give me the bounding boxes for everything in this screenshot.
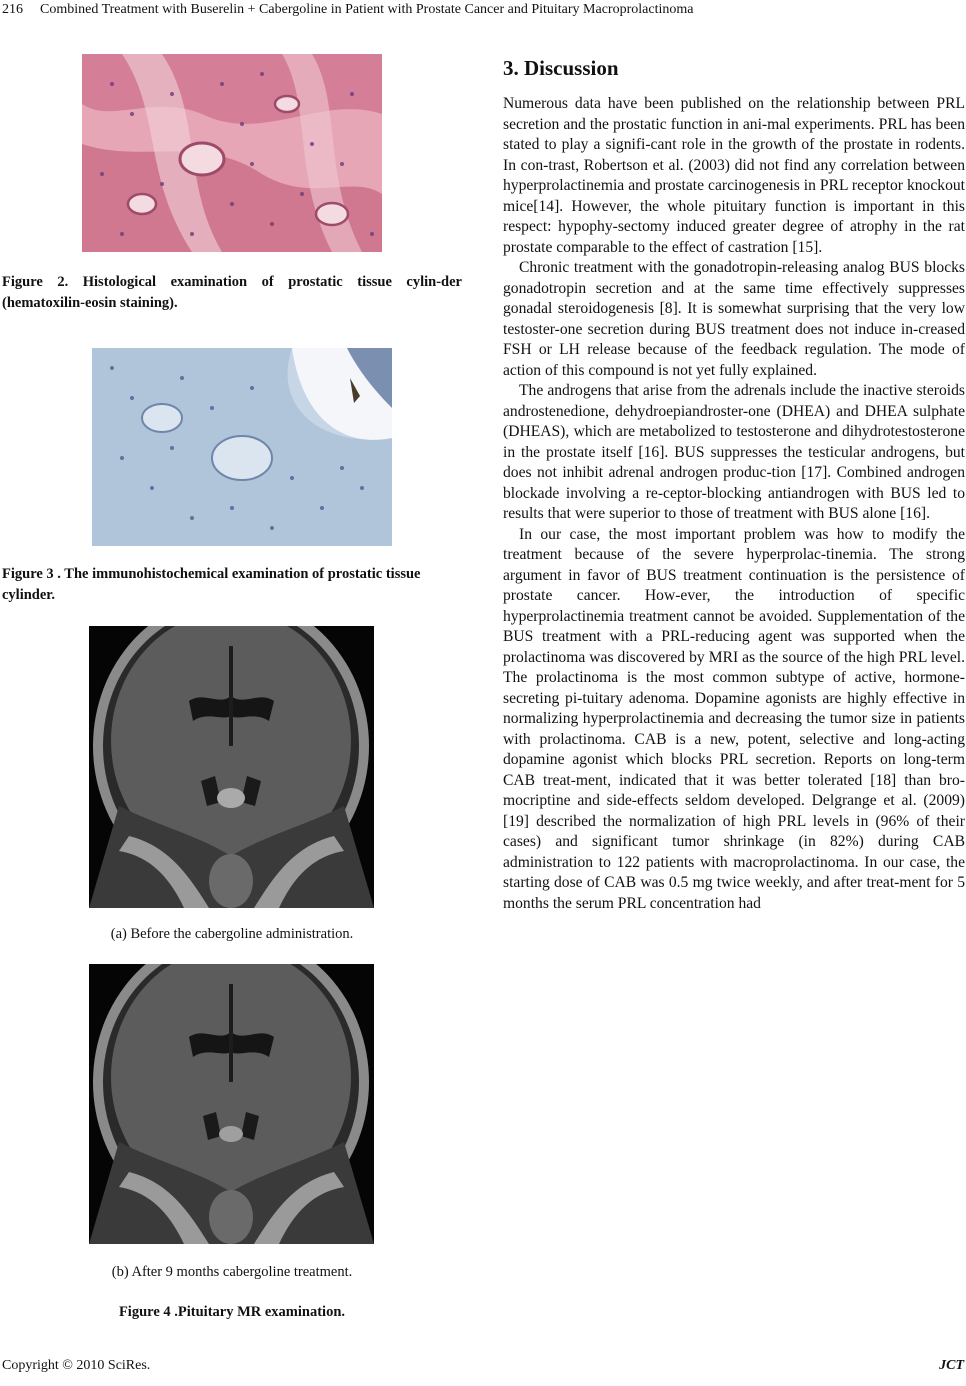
- figure-2-histology-image: [82, 54, 382, 252]
- paragraph: The androgens that arise from the adrenals include the inactive steroids androstenedione, dehydroepiandroster-one (DHEA) and DHEA sulphate (DHEAS), which are metabolized to testosterone and dihydrotestosterone in the prostate itself [16]. BUS suppresses the testicular androgens, but does not inhibit adrenal androgen produc-tion [17]. Combined androgen blockade involving a re-ceptor-blocking antiandrogen with BUS led to results that were superior to those of treatment with BUS alone [16].: [503, 382, 965, 522]
- figure-4b-mri-image: [89, 964, 374, 1244]
- figure-4a-mri-image: [89, 626, 374, 908]
- paragraph: Chronic treatment with the gonadotropin-releasing analog BUS blocks gonadotropin secretion and at the same time effectively suppresses gonadal steroidogenesis [8]. It is somewhat surprising that the very low testoster-one secretion during BUS treatment does not induce in-creased FSH or LH release because of the feedback regulation. The mode of action of this compound is not yet fully explained.: [503, 259, 965, 379]
- figure-3-ihc-image: [92, 348, 392, 546]
- discussion-body: [503, 94, 965, 914]
- figure-3-caption: Figure 3 . The immunohistochemical examination of prostatic tissue cylinder.: [2, 566, 421, 603]
- journal-abbrev: JCT: [939, 1358, 964, 1373]
- running-title: Combined Treatment with Buserelin + Cabergoline in Patient with Prostate Cancer and Pituitary Macroprolactinoma: [40, 2, 694, 17]
- copyright-footer: Copyright © 2010 SciRes.: [2, 1358, 151, 1373]
- page-number: 216: [2, 2, 23, 17]
- page-header: [0, 0, 966, 24]
- figure-2-caption: Figure 2. Histological examination of prostatic tissue cylin-der (hematoxilin-eosin staining).: [2, 274, 462, 311]
- paragraph: In our case, the most important problem was how to modify the treatment because of the severe hyperprolac-tinemia. The strong argument in favor of BUS treatment continuation is the persistence of prostate cancer. How-ever, the introduction of specific hyperprolactinemia treatment cannot be avoided. Supplementation of the BUS treatment with a PRL-reducing agent was supported when the prolactinoma was discovered by MRI as the source of the high PRL level. The prolactinoma is the most common subtype of active, hormone-secreting pi-tuitary adenoma. Dopamine agonists are highly effective in normalizing hyperprolactinemia and decreasing the tumor size in patients with prolactinoma. CAB is a new, potent, selective and long-acting dopamine agonist which blocks PRL secretion. Reports on long-term CAB treat-ment, indicated that it was better tolerated [18] than bro-mocriptine and side-effects seldom developed. Delgrange et al. (2009) [19] described the normalization of high PRL levels in (96% of their cases) and significant tumor shrinkage (in 82%) during CAB administration to 122 patients with macroprolactinoma. In our case, the starting dose of CAB was 0.5 mg twice weekly, and after treat-ment for 5 months the serum PRL concentration had: [503, 525, 965, 912]
- paragraph: Numerous data have been published on the relationship between PRL secretion and the prostatic function in ani-mal experiments. PRL has been stated to play a signifi-cant role in the growth of the prostate in rodents. In con-trast, Robertson et al. (2003) did not find any correlation between hyperprolactinemia and prostate carcinogenesis in PRL receptor knockout mice[14]. However, the whole pituitary function is important in this respect: hypophy-sectomy induced greater degree of atrophy in the rat prostate comparable to the effect of castration [15].: [503, 95, 965, 256]
- figure-4-caption: Figure 4 .Pituitary MR examination.: [118, 1304, 346, 1320]
- figure-4b-caption: (b) After 9 months cabergoline treatment.: [111, 1264, 353, 1280]
- section-title: 3. Discussion: [503, 56, 619, 80]
- figure-4a-caption: (a) Before the cabergoline administration.: [110, 926, 354, 942]
